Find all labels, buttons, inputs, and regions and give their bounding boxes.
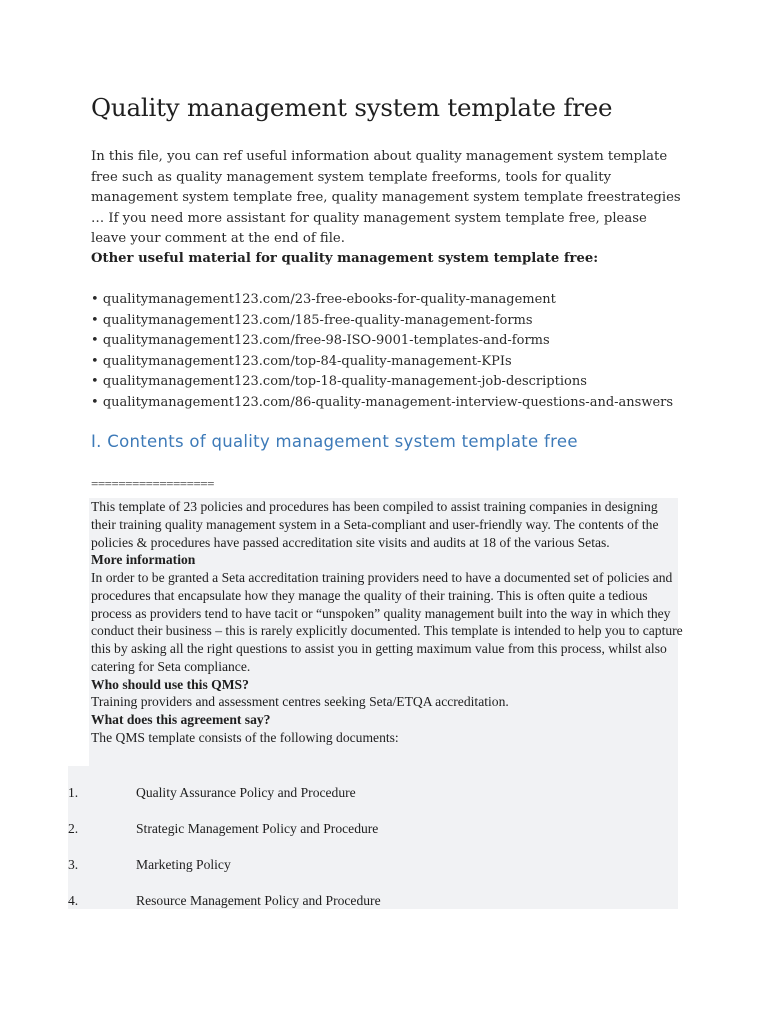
list-item xyxy=(68,784,678,820)
separator-line: ================== xyxy=(91,476,214,491)
more-info-heading: More information xyxy=(91,552,196,568)
what-paragraph: The QMS template consists of the following documents: xyxy=(91,729,399,745)
list-item-text: Resource Management Policy and Procedure xyxy=(136,893,381,908)
description-paragraph: This template of 23 policies and procedures has been compiled to assist training companies in designing their training quality management system in a Seta-compliant and user-friendly way. The contents of the policies & procedures have passed accreditation site visits and audits at 18 of the various Setas. xyxy=(91,499,659,550)
who-heading: Who should use this QMS? xyxy=(91,676,249,692)
documents-list xyxy=(68,784,678,928)
who-paragraph: Training providers and assessment centres seeking Seta/ETQA accreditation. xyxy=(91,694,509,710)
resource-link[interactable]: • qualitymanagement123.com/free-98-ISO-9001-templates-and-forms xyxy=(91,331,673,352)
list-item-text: Marketing Policy xyxy=(136,857,231,872)
resource-link[interactable]: • qualitymanagement123.com/23-free-ebooks-for-quality-management xyxy=(91,290,673,311)
resource-link[interactable]: • qualitymanagement123.com/185-free-quality-management-forms xyxy=(91,311,673,332)
list-item-number: 2. xyxy=(68,821,79,836)
list-item xyxy=(68,856,678,892)
more-info-paragraph: In order to be granted a Seta accreditation training providers need to have a documented set of policies and procedures that encapsulate how they manage the quality of their training. This is often quite a tedious process as providers tend to have tacit or “unspoken” quality management built into the way in which they conduct their business – this is rarely explicitly documented. This template is intended to help you to capture this by asking all the right questions to assist you in getting maximum value from this process, whilst also catering for Seta compliance. xyxy=(91,570,683,674)
list-item-text: Quality Assurance Policy and Procedure xyxy=(136,785,356,800)
what-heading: What does this agreement say? xyxy=(91,712,271,727)
section-heading: I. Contents of quality management system template free xyxy=(91,432,578,451)
list-item-number: 3. xyxy=(68,857,79,872)
intro-paragraph: In this file, you can ref useful information about quality management system template free such as quality management system template freeforms, tools for quality management system template free, quality management system template freestrategies … If you need more assistant for quality management system template free, please leave your comment at the end of file. xyxy=(91,149,681,247)
list-item xyxy=(68,820,678,856)
resource-link[interactable]: • qualitymanagement123.com/top-84-quality-management-KPIs xyxy=(91,352,673,373)
resource-link[interactable]: • qualitymanagement123.com/86-quality-management-interview-questions-and-answers xyxy=(91,393,673,414)
page-title: Quality management system template free xyxy=(91,93,613,122)
list-item xyxy=(68,892,678,928)
list-item-text: Strategic Management Policy and Procedure xyxy=(136,821,379,836)
other-material-heading: Other useful material for quality management system template free: xyxy=(91,251,599,266)
list-item-number: 1. xyxy=(68,785,79,800)
resource-link-list xyxy=(91,290,673,414)
content-body xyxy=(91,498,683,747)
list-item-number: 4. xyxy=(68,893,79,908)
resource-link[interactable]: • qualitymanagement123.com/top-18-quality-management-job-descriptions xyxy=(91,372,673,393)
